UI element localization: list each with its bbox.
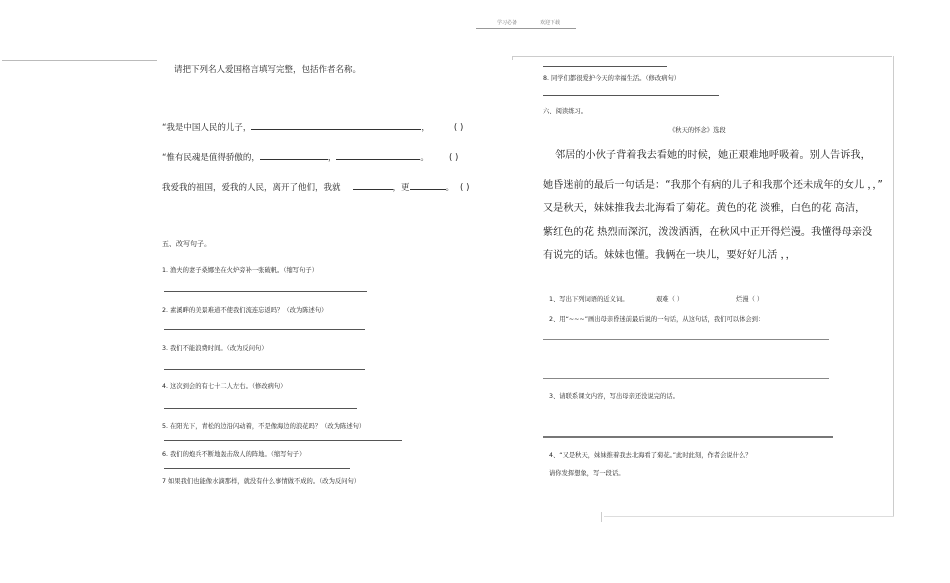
reading-q3: 3、请联系课文内容，写出母亲还没说完的话。	[549, 393, 679, 400]
answer-line-q3[interactable]	[543, 436, 833, 438]
passage-line-4: 紫红色的花 热烈而深沉，泼泼洒洒，在秋风中正开得烂漫。我懂得母亲没	[543, 227, 873, 238]
answer-line-q2b[interactable]	[543, 378, 829, 379]
author-paren[interactable]: ( )	[453, 123, 464, 133]
quote-3: 我爱我的祖国，爱我的人民，离开了他们，我就 ，更 。 ( )	[162, 183, 470, 193]
passage-line-5: 有说完的话。妹妹也懂。我俩在一块儿，要好好儿活 ，，	[543, 250, 796, 261]
answer-line-5[interactable]	[164, 440, 402, 441]
rewrite-item-7: 7 如果我们也能像水滴那样，就没有什么事情做不成的。（改为反问句）	[162, 478, 361, 485]
answer-line-6[interactable]	[164, 468, 350, 469]
rewrite-item-6: 6. 我们的炮兵不断地轰击敌人的阵地。（缩写句子）	[162, 451, 306, 458]
frame-bottom	[604, 516, 894, 517]
blank[interactable]	[260, 151, 328, 160]
blank[interactable]	[410, 181, 446, 190]
answer-line-2[interactable]	[164, 329, 365, 330]
rewrite-item-5: 5. 在阳光下，青松的边沿闪动着，不是像海边的浪花吗？（改为陈述句）	[162, 423, 366, 430]
answer-line-3[interactable]	[164, 369, 365, 370]
rewrite-item-1: 1. 渔夫的妻子桑娜坐在火炉旁补一张破帆。（缩写句子）	[162, 267, 318, 274]
reading-q4-sub: 请你发挥想象，写一段话。	[549, 470, 625, 477]
passage-line-3: 又是秋天，妹妹推我去北海看了菊花。黄色的花 淡雅，白色的花 高洁，	[543, 203, 866, 214]
rewrite-item-3: 3. 我们不能浪费时间。（改为反问句）	[162, 345, 268, 352]
reading-q1-b[interactable]: 烂漫（ ）	[736, 296, 764, 303]
author-paren[interactable]: ( )	[448, 153, 459, 163]
reading-q1: 1、写出下列词语的近义词。	[549, 296, 629, 303]
passage-title: 《秋天的怀念》选段	[669, 127, 726, 134]
section-6-title: 六、阅读练习。	[543, 108, 588, 115]
passage-line-2: 她昏迷前的最后一句话是：“我那个有病的儿子和我那个还未成年的女儿 ，，”	[543, 180, 883, 191]
answer-line-7[interactable]	[543, 66, 667, 67]
rewrite-item-4: 4. 这次到会的有七十二人左右。（修改病句）	[162, 383, 287, 390]
answer-line-q2a[interactable]	[543, 339, 829, 340]
section-5-title: 五、改写句子。	[162, 240, 211, 248]
header-left: 学习必备	[497, 20, 518, 26]
rewrite-item-2: 2. 素溪畔的美景难道不使我们流连忘返吗？（改为陈述句）	[162, 307, 328, 314]
frame-right	[893, 56, 894, 516]
author-paren[interactable]: ( )	[460, 183, 470, 193]
blank[interactable]	[353, 181, 393, 190]
top-rule-left	[2, 60, 157, 61]
answer-line-8[interactable]	[543, 95, 719, 96]
rewrite-item-8: 8. 同学们都很爱护今天的幸福生活。（修改病句）	[543, 75, 681, 82]
passage-line-1: 邻居的小伙子背着我去看她的时候，她正艰难地呼吸着。别人告诉我，	[555, 150, 871, 161]
reading-q4: 4、“又是秋天，妹妹推着我去北海看了菊花。”此时此刻，作者会说什么？	[549, 452, 752, 459]
blank[interactable]	[251, 121, 421, 130]
reading-q1-a[interactable]: 艰难（ ）	[656, 296, 684, 303]
frame-bottom-tick	[601, 512, 602, 522]
quote-2: “惟有民魂是值得骄傲的， ， 。 ( )	[162, 153, 459, 163]
header-right: 欢迎下载	[540, 20, 561, 26]
answer-line-4[interactable]	[164, 408, 357, 409]
quote-1: “我是中国人民的儿子， ， ( )	[162, 123, 464, 133]
reading-q2: 2、用“~~~”画出母亲昏迷前最后说的一句话，从这句话，我们可以体会到：	[549, 316, 765, 323]
top-rule-right	[512, 56, 892, 57]
answer-line-1[interactable]	[164, 291, 367, 292]
question-intro: 请把下列名人爱国格言填写完整，包括作者名称。	[174, 65, 362, 75]
header-rule	[476, 28, 576, 29]
blank[interactable]	[336, 151, 420, 160]
